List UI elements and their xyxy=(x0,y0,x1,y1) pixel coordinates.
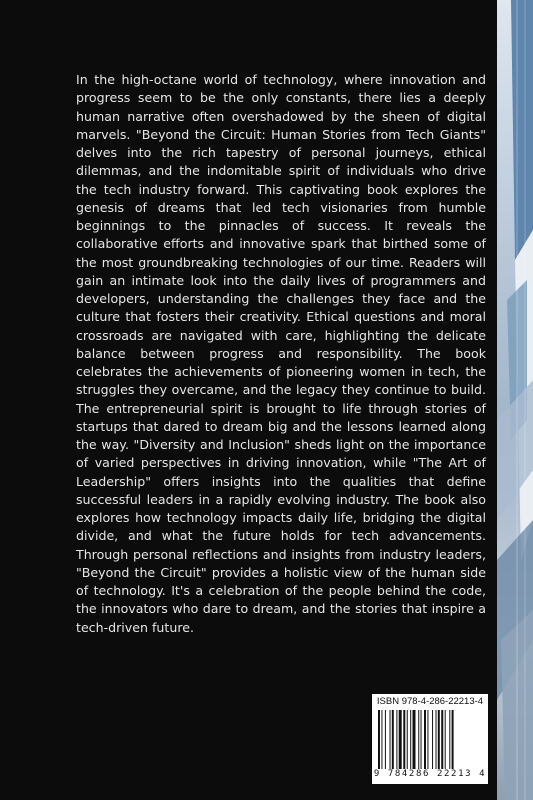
back-cover-blurb: In the high-octane world of technology, where innovation and progress seem to be the only constants, there lies a deeply human narrative often overshadowed by the sheen of digital marvels. "Beyond the Circuit: Human Stories from Tech Giants" delves into the rich tapestry of personal journeys, ethical dilemmas, and the indomitable spirit of individuals who drive the tech industry forward. This captivating book explores the genesis of dreams that led tech visionaries from humble beginnings to the pinnacles of success. It reveals the collaborative efforts and innovative spark that birthed some of the most groundbreaking technologies of our time. Readers will gain an intimate look into the daily lives of programmers and developers, understanding the challenges they face and the culture that fosters their creativity. Ethical questions and moral crossroads are navigated with care, highlighting the delicate balance between progress and responsibility. The book celebrates the achievements of pioneering women in tech, the struggles they overcame, and the legacy they continue to build. The entrepreneurial spirit is brought to life through stories of startups that dared to dream big and the lessons learned along the way. "Diversity and Inclusion" sheds light on the importance of varied perspectives in driving innovation, while "The Art of Leadership" offers insights into the qualities that define successful leaders in a rapidly evolving industry. The book also explores how technology impacts daily life, bridging the digital divide, and what the future holds for tech advancements. Through personal reflections and insights from industry leaders, "Beyond the Circuit" provides a holistic view of the human side of technology. It's a celebration of the people behind the code, the innovators who dare to dream, and the stories that inspire a tech-driven future. xyxy=(76,72,486,635)
building-photo-strip xyxy=(497,0,533,800)
barcode-bars xyxy=(378,710,482,770)
isbn-barcode xyxy=(372,694,488,784)
glass-building-image xyxy=(497,0,533,800)
isbn-label: ISBN 978-4-286-22213-4 xyxy=(376,696,484,707)
barcode-digits: 9 784286 22213 4 xyxy=(373,769,487,779)
